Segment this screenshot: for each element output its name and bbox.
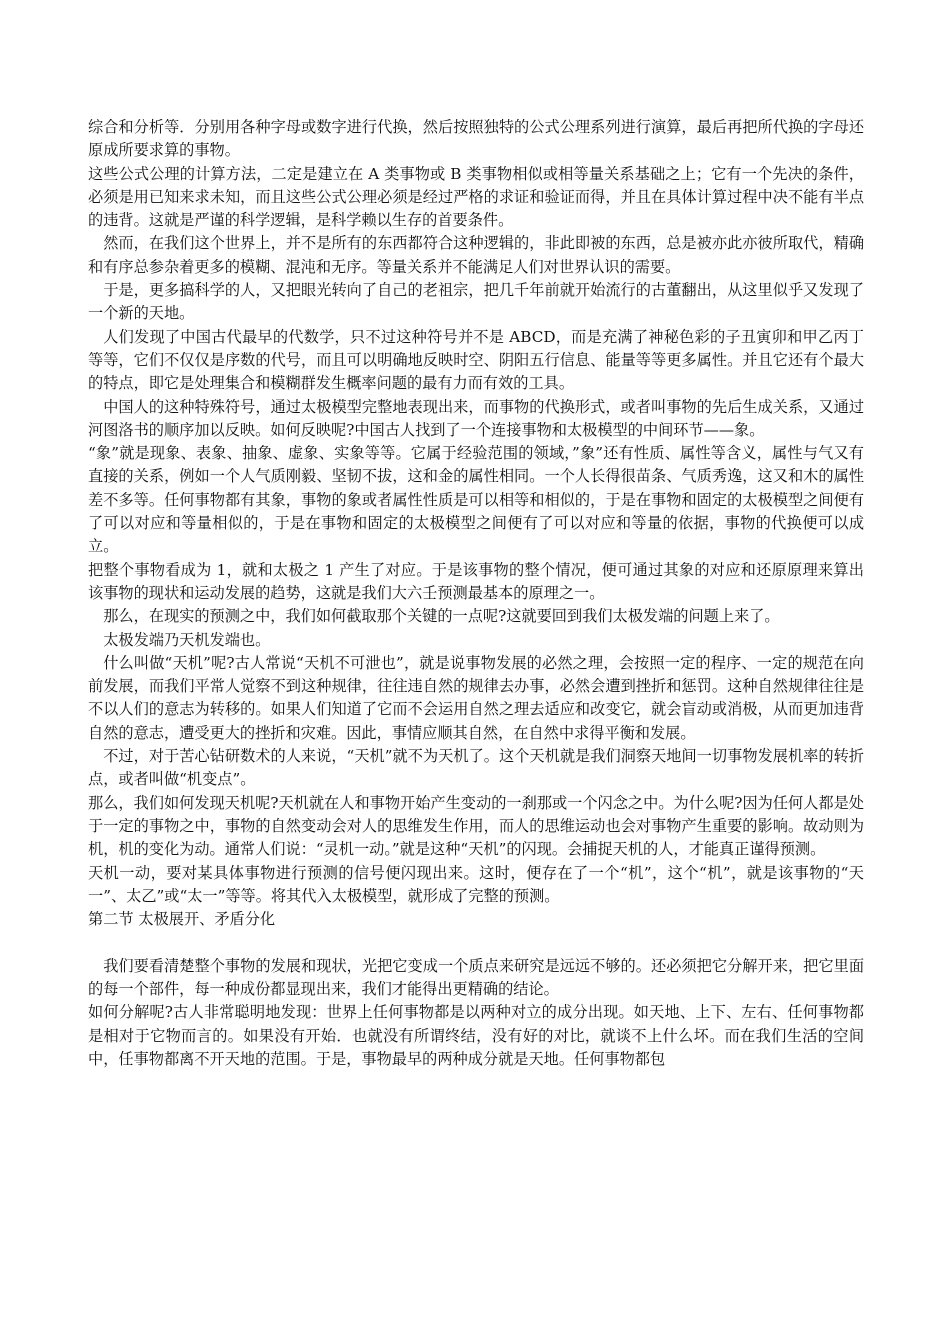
paragraph: 什么叫做“天机”呢?古人常说“天机不可泄也”，就是说事物发展的必然之理，会按照一定的程序、一定的规范在向前发展，而我们平常人觉察不到这种规律，往往违自然的规律去办事，必然会遭到挫折和惩罚。这种自然规律往往是不以人们的意志为转移的。如果人们知道了它而不会运用自然之理去适应和改变它，就会盲动或消极，从而更加违背自然的意志，遭受更大的挫折和灾难。因此，事情应顺其自然，在自然中求得平衡和发展。 [88,653,864,742]
paragraph: 然而，在我们这个世界上，并不是所有的东西都符合这种逻辑的，非此即被的东西，总是被亦此亦彼所取代，精确和有序总参杂着更多的模糊、混沌和无序。等量关系并不能满足人们对世界认识的需要。 [88,234,864,276]
paragraph: 太极发端乃天机发端也。 [103,630,271,649]
paragraph: 这些公式公理的计算方法，二定是建立在 A 类事物或 B 类事物相似或相等量关系基础之上；它有一个先决的条件，必须是用已知来求未知，而且这些公式公理必须是经过严格的求证和验证而得，并且在具体计算过程中决不能有半点的违背。这就是严谨的科学逻辑，是科学赖以生存的首要条件。 [88,164,864,230]
paragraph: 综合和分析等．分别用各种字母或数字进行代换，然后按照独特的公式公理系列进行演算，最后再把所代换的字母还原成所要求算的事物。 [88,118,864,160]
paragraph: 中国人的这种特殊符号，通过太极模型完整地表现出来，而事物的代换形式，或者叫事物的先后生成关系，又通过河图洛书的顺序加以反映。如何反映呢?中国古人找到了一个连接事物和太极模型的中间环节——象。 [88,397,864,439]
paragraph: 那么，我们如何发现天机呢?天机就在人和事物开始产生变动的一刹那或一个闪念之中。为什么呢?因为任何人都是处于一定的事物之中，事物的自然变动会对人的思维发生作用，而人的思维运动也会对事物产生重要的影响。故动则为机，机的变化为动。通常人们说：“灵机一动。”就是这种“天机”的闪现。会捕捉天机的人，才能真正谨得预测。 [88,793,864,859]
paragraph: 把整个事物看成为 1，就和太极之 1 产生了对应。于是该事物的整个情况，便可通过其象的对应和还原原理来算出该事物的现状和运动发展的趋势，这就是我们大六壬预测最基本的原理之一。 [88,560,864,602]
paragraph: 如何分解呢?古人非常聪明地发现：世界上任何事物都是以两种对立的成分出现。如天地、上下、左右、任何事物都是相对于它物而言的。如果没有开始．也就没有所谓终结，没有好的对比，就谈不上什么坏。而在我们生活的空间中，任事物都离不开天地的范围。于是，事物最早的两种成分就是天地。任何事物都包 [88,1003,864,1068]
blank-line [88,931,864,954]
paragraph: 天机一动，要对某具体事物进行预测的信号便闪现出来。这时，便存在了一个“机”，这个“机”，就是该事物的“天一”、太乙”或“太一”等等。将其代入太极模型，就形成了完整的预测。 [88,863,864,905]
paragraph: “象”就是现象、表象、抽象、虚象、实象等等。它属于经验范围的领域，”象”还有性质、属性等含义，属性与气又有直接的关系，例如一个人气质刚毅、坚韧不拔，这和金的属性相同。一个人长得很苗条、气质秀逸，这又和木的属性差不多等。任何事物都有其象，事物的象或者属性性质是可以相等和相似的，于是在事物和固定的太极模型之间便有了可以对应和等量相似的，于是在事物和固定的太极模型之间便有了可以对应和等量的依据，事物的代换便可以成立。 [88,444,864,556]
paragraph: 我们要看清楚整个事物的发展和现状，光把它变成一个质点来研究是远远不够的。还必须把它分解开来，把它里面的每一个部件，每一种成份都显现出来，我们才能得出更精确的结论。 [88,956,864,998]
paragraph: 不过，对于苦心钻研数术的人来说，“天机”就不为天机了。这个天机就是我们洞察天地间一切事物发展机率的转折点，或者叫做“机变点”。 [88,747,864,789]
paragraph: 于是，更多搞科学的人，又把眼光转向了自己的老祖宗，把几千年前就开始流行的古董翻出，从这里似乎又发现了一个新的天地。 [88,281,864,323]
paragraph: 那么，在现实的预测之中，我们如何截取那个关键的一点呢?这就要回到我们太极发端的问题上来了。 [103,607,780,626]
paragraph: 人们发现了中国古代最早的代数学，只不过这种符号并不是 ABCD，而是充满了神秘色彩的子丑寅卯和甲乙丙丁等等，它们不仅仅是序数的代号，而且可以明确地反映时空、阴阳五行信息、能量等等更多属性。并且它还有个最大的特点，即它是处理集合和模糊群发生概率问题的最有力而有效的工具。 [88,327,864,393]
document-page [88,116,864,1071]
section-heading: 第二节 太极展开、矛盾分化 [88,910,276,929]
